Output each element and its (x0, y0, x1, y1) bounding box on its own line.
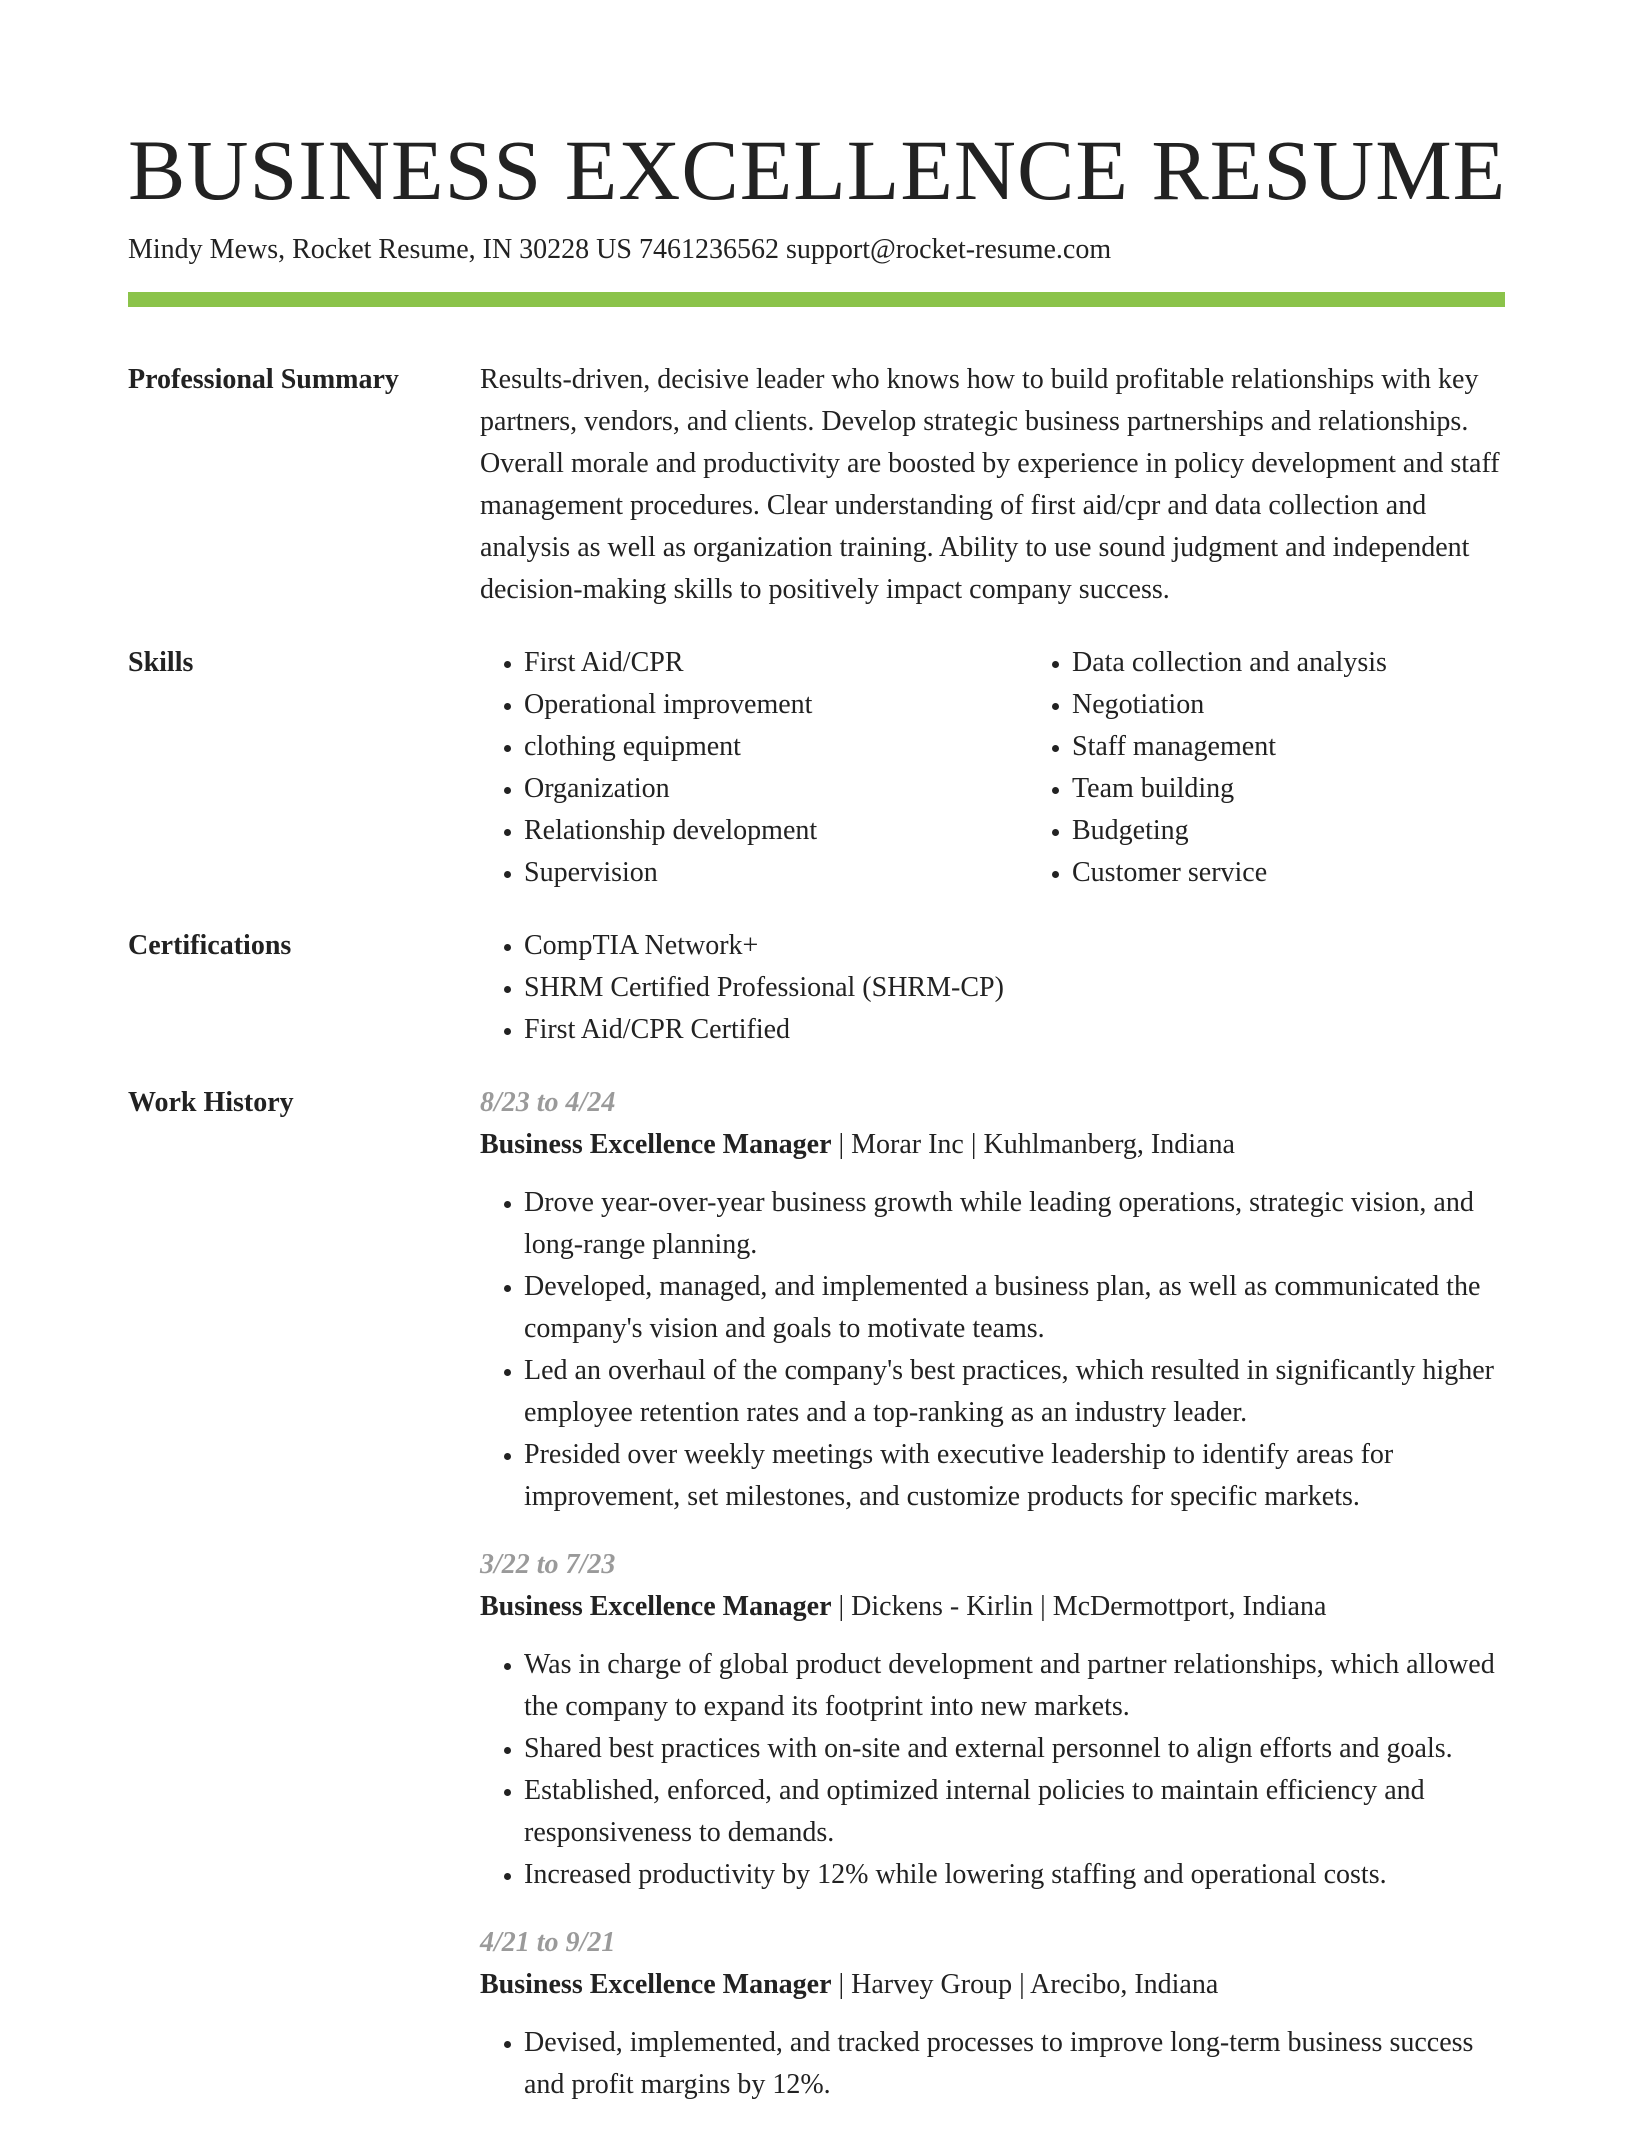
job-dates: 4/21 to 9/21 (480, 1927, 616, 1958)
skills-list-right (1028, 642, 1576, 894)
skill-item: • clothing equipment (524, 726, 1028, 768)
job-entry (480, 1544, 1505, 1896)
skill-item: • Supervision (524, 852, 1028, 894)
job-company-location: | Morar Inc | Kuhlmanberg, Indiana (831, 1129, 1235, 1160)
skill-item: • Team building (1072, 768, 1576, 810)
job-bullet: • Led an overhaul of the company's best practices, which resulted in significantly higher employee retention rates and a top-ranking as an industry leader. (524, 1350, 1505, 1434)
skill-item: • Staff management (1072, 726, 1576, 768)
job-bullet: • Increased productivity by 12% while lowering staffing and operational costs. (524, 1854, 1505, 1896)
job-bullet: • Drove year-over-year business growth while leading operations, strategic vision, and long-range planning. (524, 1182, 1505, 1266)
accent-divider (128, 292, 1505, 307)
skill-item: • Negotiation (1072, 684, 1576, 726)
contact-line: Mindy Mews, Rocket Resume, IN 30228 US 7461236562 support@rocket-resume.com (128, 234, 1112, 265)
summary-text: Results-driven, decisive leader who knows how to build profitable relationships with key partners, vendors, and clients. Develop strategic business partnerships and relationships. Overall morale and productivity are boosted by experience in policy development and staff management procedures. Clear understanding of first aid/cpr and data collection and analysis as well as organization training. Ability to use sound judgment and independent decision-making skills to positively impact company success. (480, 364, 1500, 605)
job-bullet: • Shared best practices with on-site and external personnel to align efforts and goals. (524, 1728, 1505, 1770)
job-entry (480, 1922, 1505, 2106)
certifications-content (480, 925, 1505, 1051)
resume-title: BUSINESS EXCELLENCE RESUME (128, 122, 1507, 218)
job-dates: 3/22 to 7/23 (480, 1549, 616, 1580)
job-heading (480, 1964, 1505, 2006)
job-bullets (480, 1182, 1505, 1518)
work-section (128, 1082, 1505, 2132)
job-heading (480, 1124, 1505, 1166)
section-label-certifications: Certifications (128, 930, 292, 961)
job-title: Business Excellence Manager (480, 1591, 832, 1622)
certifications-list (480, 925, 1505, 1051)
job-bullet: • Established, enforced, and optimized internal policies to maintain efficiency and responsiveness to demands. (524, 1770, 1505, 1854)
skills-grid (480, 642, 1576, 894)
section-label-work: Work History (128, 1087, 294, 1118)
work-history-content (480, 1082, 1505, 2132)
job-bullet: • Presided over weekly meetings with executive leadership to identify areas for improvement, set milestones, and customize products for specific markets. (524, 1434, 1505, 1518)
summary-section (128, 359, 1505, 611)
skill-item: • Operational improvement (524, 684, 1028, 726)
section-label-skills: Skills (128, 647, 194, 678)
skills-list-left (480, 642, 1028, 894)
skills-section (128, 642, 1505, 894)
job-title: Business Excellence Manager (480, 1129, 832, 1160)
certifications-section (128, 925, 1505, 1051)
certification-item: • First Aid/CPR Certified (524, 1009, 1505, 1051)
summary-content (480, 359, 1505, 611)
job-entry (480, 1082, 1505, 1518)
skill-item: • Data collection and analysis (1072, 642, 1576, 684)
skill-item: • Budgeting (1072, 810, 1576, 852)
section-label-summary: Professional Summary (128, 364, 399, 395)
job-dates: 8/23 to 4/24 (480, 1087, 616, 1118)
skill-item: • First Aid/CPR (524, 642, 1028, 684)
job-company-location: | Dickens - Kirlin | McDermottport, Indiana (831, 1591, 1327, 1622)
skill-item: • Relationship development (524, 810, 1028, 852)
job-bullets (480, 1644, 1505, 1896)
skill-item: • Customer service (1072, 852, 1576, 894)
job-title: Business Excellence Manager (480, 1969, 832, 2000)
job-heading (480, 1586, 1505, 1628)
job-bullet: • Was in charge of global product development and partner relationships, which allowed the company to expand its footprint into new markets. (524, 1644, 1505, 1728)
job-bullets (480, 2022, 1505, 2106)
job-bullet: • Devised, implemented, and tracked processes to improve long-term business success and profit margins by 12%. (524, 2022, 1505, 2106)
job-bullet: • Developed, managed, and implemented a business plan, as well as communicated the company's vision and goals to motivate teams. (524, 1266, 1505, 1350)
resume-page (128, 120, 1505, 2132)
certification-item: • SHRM Certified Professional (SHRM-CP) (524, 967, 1505, 1009)
certification-item: • CompTIA Network+ (524, 925, 1505, 967)
skill-item: • Organization (524, 768, 1028, 810)
job-company-location: | Harvey Group | Arecibo, Indiana (831, 1969, 1219, 2000)
